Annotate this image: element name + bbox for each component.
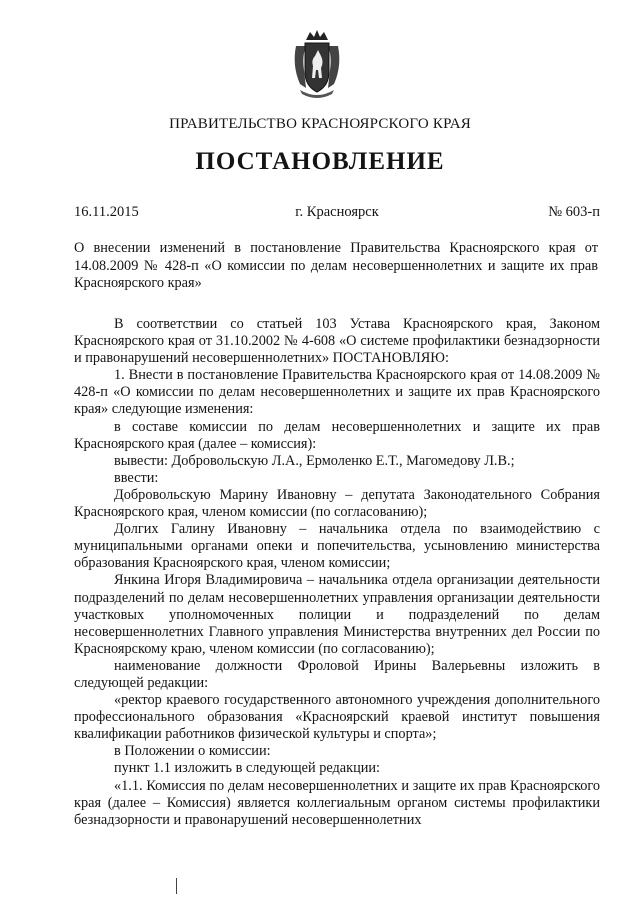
coat-of-arms-icon (288, 26, 346, 100)
body-paragraph: ввести: (114, 469, 159, 486)
body-paragraph: наименование должности Фроловой Ирины Валерьевны изложить в следующей редакции: (74, 657, 600, 691)
scan-mark (176, 878, 177, 894)
body-paragraph: Долгих Галину Ивановну – начальника отдела по взаимодействию с муниципальными органами опеки и попечительства, усыновлению министерства образования Красноярского края, членом комиссии; (74, 521, 600, 572)
body-paragraph: В соответствии со статьей 103 Устава Красноярского края, Законом Красноярского края от 31.10.2002 № 4-608 «О системе профилактики безнадзорности и правонарушений несовершеннолетних» ПОСТАНОВЛЯЮ: (74, 316, 600, 367)
document-meta-row (74, 204, 600, 224)
body-paragraph: Янкина Игоря Владимировича – начальника отдела организации деятельности подразделений по делам несовершеннолетних управления организации деятельности участковых уполномоченных полиции и подразделений по делам несовершеннолетних Главного управления Министерства внутренних дел России по Красноярскому краю, членом комиссии (по согласованию); (74, 572, 600, 657)
body-paragraph: «ректор краевого государственного автономного учреждения дополнительного профессионального образования «Красноярский краевой институт повышения квалификации работников физической культуры и спорта»; (74, 692, 600, 743)
body-paragraph: в составе комиссии по делам несовершеннолетних и защите их прав Красноярского края (далее – комиссия): (74, 418, 600, 452)
document-subject: О внесении изменений в постановление Правительства Красноярского края от 14.08.2009 № 428-п «О комиссии по делам несовершеннолетних и защите их прав Красноярского края» (74, 240, 598, 291)
body-paragraph: пункт 1.1 изложить в следующей редакции: (114, 760, 381, 777)
body-paragraph: в Положении о комиссии: (114, 743, 271, 760)
body-paragraph: Добровольскую Марину Ивановну – депутата Законодательного Собрания Красноярского края, членом комиссии (по согласованию); (74, 486, 600, 521)
document-type-title: ПОСТАНОВЛЕНИЕ (195, 148, 445, 175)
document-date: 16.11.2015 (74, 204, 139, 220)
body-paragraph: «1.1. Комиссия по делам несовершеннолетних и защите их прав Красноярского края (далее – Комиссия) является коллегиальным органом системы профилактики безнадзорности и правонарушений несовершеннолетних (74, 777, 600, 828)
document-number: № 603-п (548, 204, 600, 220)
document-city: г. Красноярск (295, 204, 379, 220)
body-paragraph: 1. Внести в постановление Правительства Красноярского края от 14.08.2009 № 428-п «О комиссии по делам несовершеннолетних и защите их прав Красноярского края» следующие изменения: (74, 367, 600, 418)
document-body (74, 310, 600, 829)
body-paragraph: вывести: Добровольскую Л.А., Ермоленко Е.Т., Магомедову Л.В.; (114, 452, 515, 469)
government-name: ПРАВИТЕЛЬСТВО КРАСНОЯРСКОГО КРАЯ (169, 116, 471, 132)
